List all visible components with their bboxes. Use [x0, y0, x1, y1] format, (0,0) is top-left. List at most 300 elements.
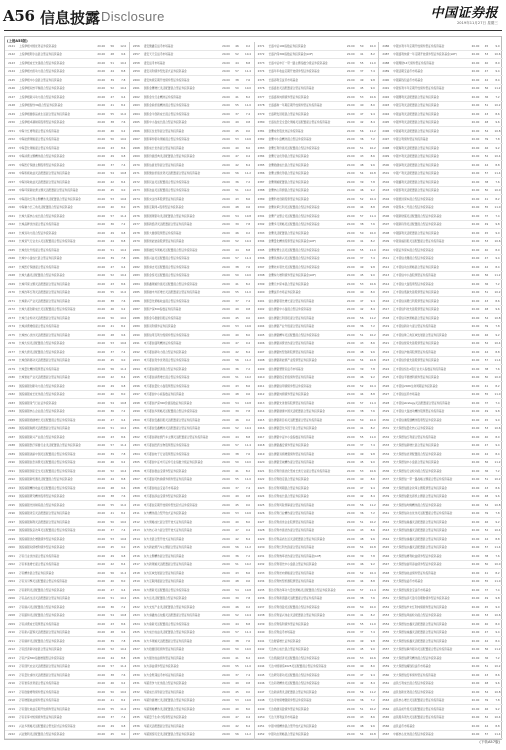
table-row	[379, 714, 503, 723]
row-value: 11.0	[369, 60, 376, 65]
fund-name: 万家颐和灵活配置混合型证券投资基金	[19, 613, 65, 618]
fund-name: 天治新消费灵活配置混合型证券投资基金	[268, 689, 317, 694]
row-value: 11.0	[120, 290, 127, 295]
row-value: 10.0	[245, 647, 251, 652]
fund-name: 上投摩根成长先锋混合型证券投资基金	[19, 60, 65, 65]
fund-name: 金鹰核心资源混合型证券投资基金	[268, 188, 309, 193]
row-number: 2426	[257, 511, 265, 516]
table-row	[255, 612, 379, 621]
row-value: 11.0	[494, 205, 501, 210]
row-number: 2149	[8, 111, 15, 116]
row-value: 10.2	[245, 188, 251, 193]
row-number: 2565	[382, 715, 390, 720]
row-number: 2436	[257, 596, 265, 601]
table-row	[379, 331, 503, 340]
row-value: 20.00	[97, 647, 106, 652]
row-number: 2275	[132, 205, 140, 210]
row-value: 52	[484, 715, 489, 720]
row-number: 2328	[132, 655, 140, 660]
row-value: 10.0	[120, 689, 127, 694]
row-value: 8.4	[121, 375, 126, 380]
row-value: 52	[235, 426, 239, 431]
row-value: 46	[484, 706, 489, 711]
row-number: 2178	[8, 358, 15, 363]
row-value: 53	[110, 196, 114, 201]
row-number: 2544	[382, 536, 390, 541]
row-value: 10.8	[120, 171, 127, 176]
row-number: 2434	[257, 579, 265, 584]
fund-name: 东方互联网嘉混合型证券投资基金	[143, 579, 185, 584]
table-row	[5, 119, 129, 128]
row-value: 11.4	[369, 587, 376, 592]
table-row	[130, 195, 254, 204]
row-value: 48	[484, 494, 489, 499]
row-value: 39	[360, 179, 364, 184]
fund-name: 东方惠新灵活配置混合型证券投资基金	[143, 587, 190, 592]
table-row	[130, 484, 254, 493]
row-value: 20.00	[222, 86, 230, 91]
table-row	[379, 221, 503, 230]
row-value: 8.0	[370, 290, 375, 295]
row-value: 9.2	[245, 604, 251, 609]
row-value: 20.00	[97, 485, 106, 490]
row-value: 10.2	[120, 60, 127, 65]
row-value: 20.00	[471, 43, 480, 48]
row-value: 53	[235, 137, 239, 142]
table-row	[5, 663, 129, 672]
fund-name: 光大保德信量化核心证券投资基金	[393, 426, 434, 431]
row-number: 2219	[8, 706, 15, 711]
fund-name: 信达澳银双债增强债券型证券投资基金	[268, 451, 315, 456]
table-row	[379, 586, 503, 595]
row-value: 8.6	[370, 154, 375, 159]
table-row	[255, 510, 379, 519]
fund-name: 东方睿鑫热点挖掘灵活配置混合型证券投资基金	[143, 613, 201, 618]
row-number: 2424	[257, 494, 265, 499]
row-value: 45	[360, 86, 364, 91]
fund-name: 光大保德信事件驱动灵活配置混合型证券投资基金	[393, 647, 453, 652]
table-row	[255, 127, 379, 136]
row-value: 11.2	[120, 366, 127, 371]
row-value: 41	[360, 613, 364, 618]
row-number: 2410	[257, 375, 265, 380]
row-value: 9.2	[495, 706, 500, 711]
row-value: 20.00	[471, 417, 480, 422]
row-value: 20.00	[222, 392, 230, 397]
row-value: 53	[484, 239, 489, 244]
row-value: 20.00	[346, 162, 355, 167]
row-value: 10.2	[494, 103, 501, 108]
row-number: 2325	[132, 630, 140, 635]
table-row	[5, 136, 129, 145]
fund-name: 中海分红增利混合型证券投资基金	[19, 128, 60, 133]
row-value: 20.00	[471, 120, 480, 125]
row-value: 8.2	[495, 196, 500, 201]
row-value: 36	[110, 604, 114, 609]
row-value: 20.00	[346, 732, 355, 737]
row-value: 20.00	[97, 664, 106, 669]
row-value: 7.8	[121, 77, 126, 82]
table-row	[130, 569, 254, 578]
row-value: 11.0	[494, 579, 501, 584]
table-row	[130, 348, 254, 357]
row-value: 46	[235, 230, 239, 235]
row-value: 45	[235, 315, 239, 320]
row-value: 11.2	[245, 732, 251, 737]
row-value: 20.00	[222, 511, 230, 516]
table-row	[379, 119, 503, 128]
row-value: 20.00	[222, 205, 230, 210]
row-value: 42	[484, 451, 489, 456]
row-value: 20.00	[97, 519, 106, 524]
row-value: 20.00	[222, 630, 230, 635]
row-value: 20.00	[222, 315, 230, 320]
row-value: 8.0	[245, 145, 251, 150]
table-row	[255, 416, 379, 425]
row-value: 39	[360, 553, 364, 558]
row-value: 8.6	[495, 111, 500, 116]
row-value: 44	[484, 723, 489, 728]
fund-name: 光大保德信现金宝货币市场基金	[393, 587, 431, 592]
row-number: 2288	[132, 315, 140, 320]
table-row	[379, 416, 503, 425]
row-value: 8.8	[121, 477, 126, 482]
fund-name: 诺安聚鑫宝货币市场基金	[143, 43, 174, 48]
row-value: 20.00	[471, 239, 480, 244]
row-value: 51	[360, 332, 364, 337]
row-value: 9.4	[495, 69, 500, 74]
fund-name: 中海消费主题精选混合型证券投资基金	[19, 154, 65, 159]
fund-name: 东方多策略灵活配置混合型证券投资基金	[143, 638, 193, 643]
table-row	[255, 93, 379, 102]
table-row	[5, 705, 129, 714]
fund-name: 东方强化收益债券型证券投资基金	[143, 655, 185, 660]
table-row	[130, 212, 254, 221]
row-value: 36	[360, 137, 364, 142]
row-value: 20.00	[222, 94, 230, 99]
row-value: 11.4	[494, 358, 501, 363]
row-number: 2322	[132, 604, 140, 609]
row-value: 20.00	[471, 689, 480, 694]
row-value: 20.00	[471, 69, 480, 74]
fund-name: 信达澳银产业升级混合型证券投资基金	[268, 324, 315, 329]
row-value: 10.4	[245, 239, 251, 244]
row-value: 8.6	[121, 434, 126, 439]
row-value: 20.00	[222, 239, 230, 244]
row-number: 2164	[8, 239, 15, 244]
fund-name: 金鹰技术领先灵活配置混合型证券投资基金	[268, 264, 320, 269]
row-value: 7.4	[495, 587, 500, 592]
table-row	[379, 280, 503, 289]
row-number: 2333	[132, 698, 140, 703]
row-number: 2539	[382, 494, 390, 499]
row-value: 9.6	[495, 120, 500, 125]
row-value: 20.00	[346, 536, 355, 541]
fund-name: 国泰双利债券证券投资基金	[143, 324, 176, 329]
row-value: 20.00	[471, 655, 480, 660]
row-number: 2534	[382, 451, 390, 456]
fund-name: 华富国泰民安灵活配置混合型证券投资基金	[143, 732, 195, 737]
row-value: 20.00	[346, 222, 355, 227]
row-value: 20.00	[471, 392, 480, 397]
row-value: 38	[110, 494, 114, 499]
row-value: 20.00	[97, 230, 106, 235]
row-value: 20.00	[346, 689, 355, 694]
row-value: 36	[235, 553, 239, 558]
row-number: 2185	[8, 417, 15, 422]
row-value: 20.00	[97, 477, 106, 482]
row-value: 45	[110, 545, 114, 550]
row-value: 7.2	[121, 604, 126, 609]
table-row	[130, 85, 254, 94]
row-value: 20.00	[222, 681, 230, 686]
table-row	[5, 527, 129, 536]
fund-name: 光大保德信安和债券型证券投资基金	[393, 672, 437, 677]
row-value: 8.2	[370, 52, 375, 57]
row-value: 50	[235, 273, 239, 278]
row-value: 20.00	[346, 154, 355, 159]
row-value: 52	[360, 196, 364, 201]
row-value: 48	[484, 681, 489, 686]
fund-name: 长城久鑫灵活配置混合型证券投资基金	[19, 273, 65, 278]
row-value: 9.8	[245, 120, 251, 125]
row-number: 2261	[132, 86, 140, 91]
table-row	[5, 93, 129, 102]
row-value: 20.00	[471, 715, 480, 720]
row-number: 2396	[257, 256, 265, 261]
row-value: 10.6	[369, 94, 376, 99]
row-number: 2528	[382, 400, 390, 405]
fund-name: 国投瑞银成长优选混合型证券投资基金	[19, 392, 65, 397]
fund-name: 信达澳银红利回报混合型证券投资基金	[268, 315, 315, 320]
fund-name: 光大保德信银发商机主题混合型证券投资基金	[393, 494, 447, 499]
row-number: 2404	[257, 324, 265, 329]
row-value: 7.8	[121, 256, 126, 261]
table-row	[379, 110, 503, 119]
table-row	[255, 136, 379, 145]
fund-name: 中海魅力长三角灵活配置混合型证券投资基金	[19, 205, 73, 210]
fund-name: 光大保德信国企改革主题股票型证券投资基金	[393, 485, 447, 490]
row-value: 48	[360, 723, 364, 728]
row-value: 20.00	[346, 94, 355, 99]
row-value: 40	[360, 290, 364, 295]
fund-name: 长城景气行业龙头灵活配置混合型证券投资基金	[19, 239, 76, 244]
row-value: 10.0	[245, 86, 251, 91]
row-value: 9.4	[245, 154, 251, 159]
row-value: 9.2	[121, 681, 126, 686]
fund-name: 申万菱信新动力混合型证券投资基金	[143, 349, 187, 354]
row-value: 20.00	[97, 596, 106, 601]
row-value: 10.0	[369, 43, 376, 48]
row-value: 9.8	[370, 77, 375, 82]
fund-name: 信达澳银领先增长混合型证券投资基金	[268, 298, 315, 303]
fund-name: 长城消费增值混合型证券投资基金	[19, 324, 60, 329]
row-value: 20.00	[222, 587, 230, 592]
fund-name: 天治趋势精选灵活配置混合型证券投资基金	[268, 681, 320, 686]
table-row	[255, 459, 379, 468]
fund-name: 天治天得利货币市场基金	[268, 715, 299, 720]
table-row	[5, 238, 129, 247]
table-row	[130, 578, 254, 587]
row-value: 9.4	[121, 264, 126, 269]
row-number: 2273	[132, 188, 140, 193]
table-row	[255, 569, 379, 578]
fund-name: 汇丰晋信动态策略混合型证券投资基金	[393, 264, 439, 269]
row-value: 10.8	[245, 587, 251, 592]
fund-name: 东方核心动力混合型开放式证券投资基金	[143, 528, 193, 533]
row-value: 44	[110, 69, 114, 74]
table-row	[130, 229, 254, 238]
row-value: 20.00	[471, 562, 480, 567]
row-value: 20.00	[346, 324, 355, 329]
row-value: 38	[484, 366, 489, 371]
row-number: 2316	[132, 553, 140, 558]
row-number: 2430	[257, 545, 265, 550]
row-value: 9.4	[245, 341, 251, 346]
row-value: 56	[484, 647, 489, 652]
fund-name: 万家新利灵活配置混合型证券投资基金	[19, 587, 65, 592]
row-value: 47	[360, 485, 364, 490]
row-value: 45	[110, 732, 114, 737]
row-number: 2321	[132, 596, 140, 601]
row-value: 49	[235, 494, 239, 499]
table-row	[130, 93, 254, 102]
row-value: 9.4	[121, 587, 126, 592]
table-row	[255, 731, 379, 740]
row-value: 36	[235, 366, 239, 371]
fund-name: 国投瑞银精选收益灵活配置混合型证券投资基金	[19, 485, 76, 490]
row-value: 41	[235, 655, 239, 660]
table-row	[130, 450, 254, 459]
row-number: 2279	[132, 239, 140, 244]
fund-name: 长盛信息安全量化策略灵活配置混合型证券投资基金	[268, 120, 331, 125]
row-value: 39	[484, 324, 489, 329]
row-value: 7.8	[245, 409, 251, 414]
row-value: 8.4	[245, 349, 251, 354]
row-number: 2221	[8, 723, 15, 728]
fund-name: 国泰聚信价值优势灵活配置混合型证券投资基金	[143, 171, 201, 176]
row-number: 2422	[257, 477, 265, 482]
row-value: 57	[235, 630, 239, 635]
row-number: 2171	[8, 298, 15, 303]
row-value: 20.00	[222, 196, 230, 201]
row-value: 55	[110, 706, 114, 711]
row-number: 2523	[382, 358, 390, 363]
row-value: 8.0	[121, 579, 126, 584]
table-row	[130, 51, 254, 60]
row-number: 2399	[257, 281, 265, 286]
row-value: 7.6	[495, 553, 500, 558]
row-value: 56	[360, 315, 364, 320]
fund-name: 中银永利半年定期开放债券型证券投资基金	[393, 43, 445, 48]
row-value: 8.6	[245, 570, 251, 575]
table-row	[5, 731, 129, 740]
row-number: 2258	[132, 60, 140, 65]
table-row	[130, 603, 254, 612]
fund-name: 国投瑞银国家安全灵活配置混合型证券投资基金	[19, 468, 76, 473]
fund-name: 兴业聚利灵活配置混合型证券投资基金	[19, 732, 65, 737]
row-number: 2389	[257, 196, 265, 201]
fund-name: 东方新能源汽车主题混合型证券投资基金	[143, 545, 193, 550]
row-value: 20.00	[346, 511, 355, 516]
row-value: 8.4	[370, 307, 375, 312]
row-value: 50	[360, 417, 364, 422]
row-value: 20.00	[346, 256, 355, 261]
row-value: 20.00	[222, 519, 230, 524]
table-row	[5, 671, 129, 680]
row-value: 20.00	[471, 298, 480, 303]
row-value: 10.6	[494, 52, 501, 57]
row-value: 10.0	[245, 273, 251, 278]
row-value: 20.00	[97, 443, 106, 448]
fund-name: 泰达宏利逆向策略混合型证券投资基金	[268, 570, 315, 575]
fund-name: 国投瑞银景气行业证券投资基金	[19, 400, 57, 405]
fund-name: 国泰智能装备股票型证券投资基金	[143, 239, 185, 244]
table-row	[379, 153, 503, 162]
fund-name: 信达澳银纯债债券型证券投资基金	[268, 392, 309, 397]
row-value: 40	[484, 621, 489, 626]
row-value: 20.00	[346, 290, 355, 295]
row-value: 37	[484, 213, 489, 218]
table-row	[130, 178, 254, 187]
row-value: 10.6	[245, 324, 251, 329]
fund-name: 中银证券保本混合型证券投资基金	[393, 247, 434, 252]
fund-name: 长盛年年收益定期开放债券型证券投资基金	[268, 69, 320, 74]
row-number: 2376	[257, 86, 265, 91]
table-row	[130, 416, 254, 425]
table-row	[255, 229, 379, 238]
row-value: 11.2	[494, 86, 501, 91]
fund-name: 申万菱信消费增长混合型证券投资基金	[143, 375, 190, 380]
table-row	[5, 246, 129, 255]
row-value: 51	[110, 247, 114, 252]
row-value: 45	[235, 689, 239, 694]
row-number: 2442	[257, 647, 265, 652]
row-value: 39	[110, 451, 114, 456]
row-value: 20.00	[471, 52, 480, 57]
table-row	[130, 42, 254, 51]
row-value: 11.4	[245, 69, 251, 74]
row-value: 20.00	[346, 332, 355, 337]
row-value: 20.00	[97, 60, 106, 65]
row-value: 20.00	[222, 579, 230, 584]
fund-name: 长城创新驱动灵活配置混合型证券投资基金	[19, 358, 71, 363]
table-row	[5, 170, 129, 179]
table-row	[255, 153, 379, 162]
row-number: 2290	[132, 332, 140, 337]
fund-name: 申万菱信新经济混合型证券投资基金	[143, 366, 187, 371]
fund-name: 金鹰产业整合灵活配置混合型证券投资基金	[268, 213, 320, 218]
row-value: 40	[360, 664, 364, 669]
row-value: 8.6	[370, 341, 375, 346]
row-value: 20.00	[222, 273, 230, 278]
fund-name: 国投瑞银先进制造混合型证券投资基金	[19, 502, 65, 507]
table-row	[379, 42, 503, 51]
row-value: 20.00	[346, 103, 355, 108]
table-row	[130, 552, 254, 561]
row-value: 44	[235, 60, 239, 65]
fund-name: 天治中国制造2025灵活配置混合型证券投资基金	[268, 664, 327, 669]
table-row	[255, 595, 379, 604]
row-value: 9.2	[245, 43, 251, 48]
row-value: 9.2	[370, 188, 375, 193]
row-number: 2176	[8, 341, 15, 346]
row-value: 20.00	[346, 392, 355, 397]
row-number: 2262	[132, 94, 140, 99]
row-number: 2180	[8, 375, 15, 380]
row-value: 9.6	[495, 494, 500, 499]
table-row	[130, 629, 254, 638]
